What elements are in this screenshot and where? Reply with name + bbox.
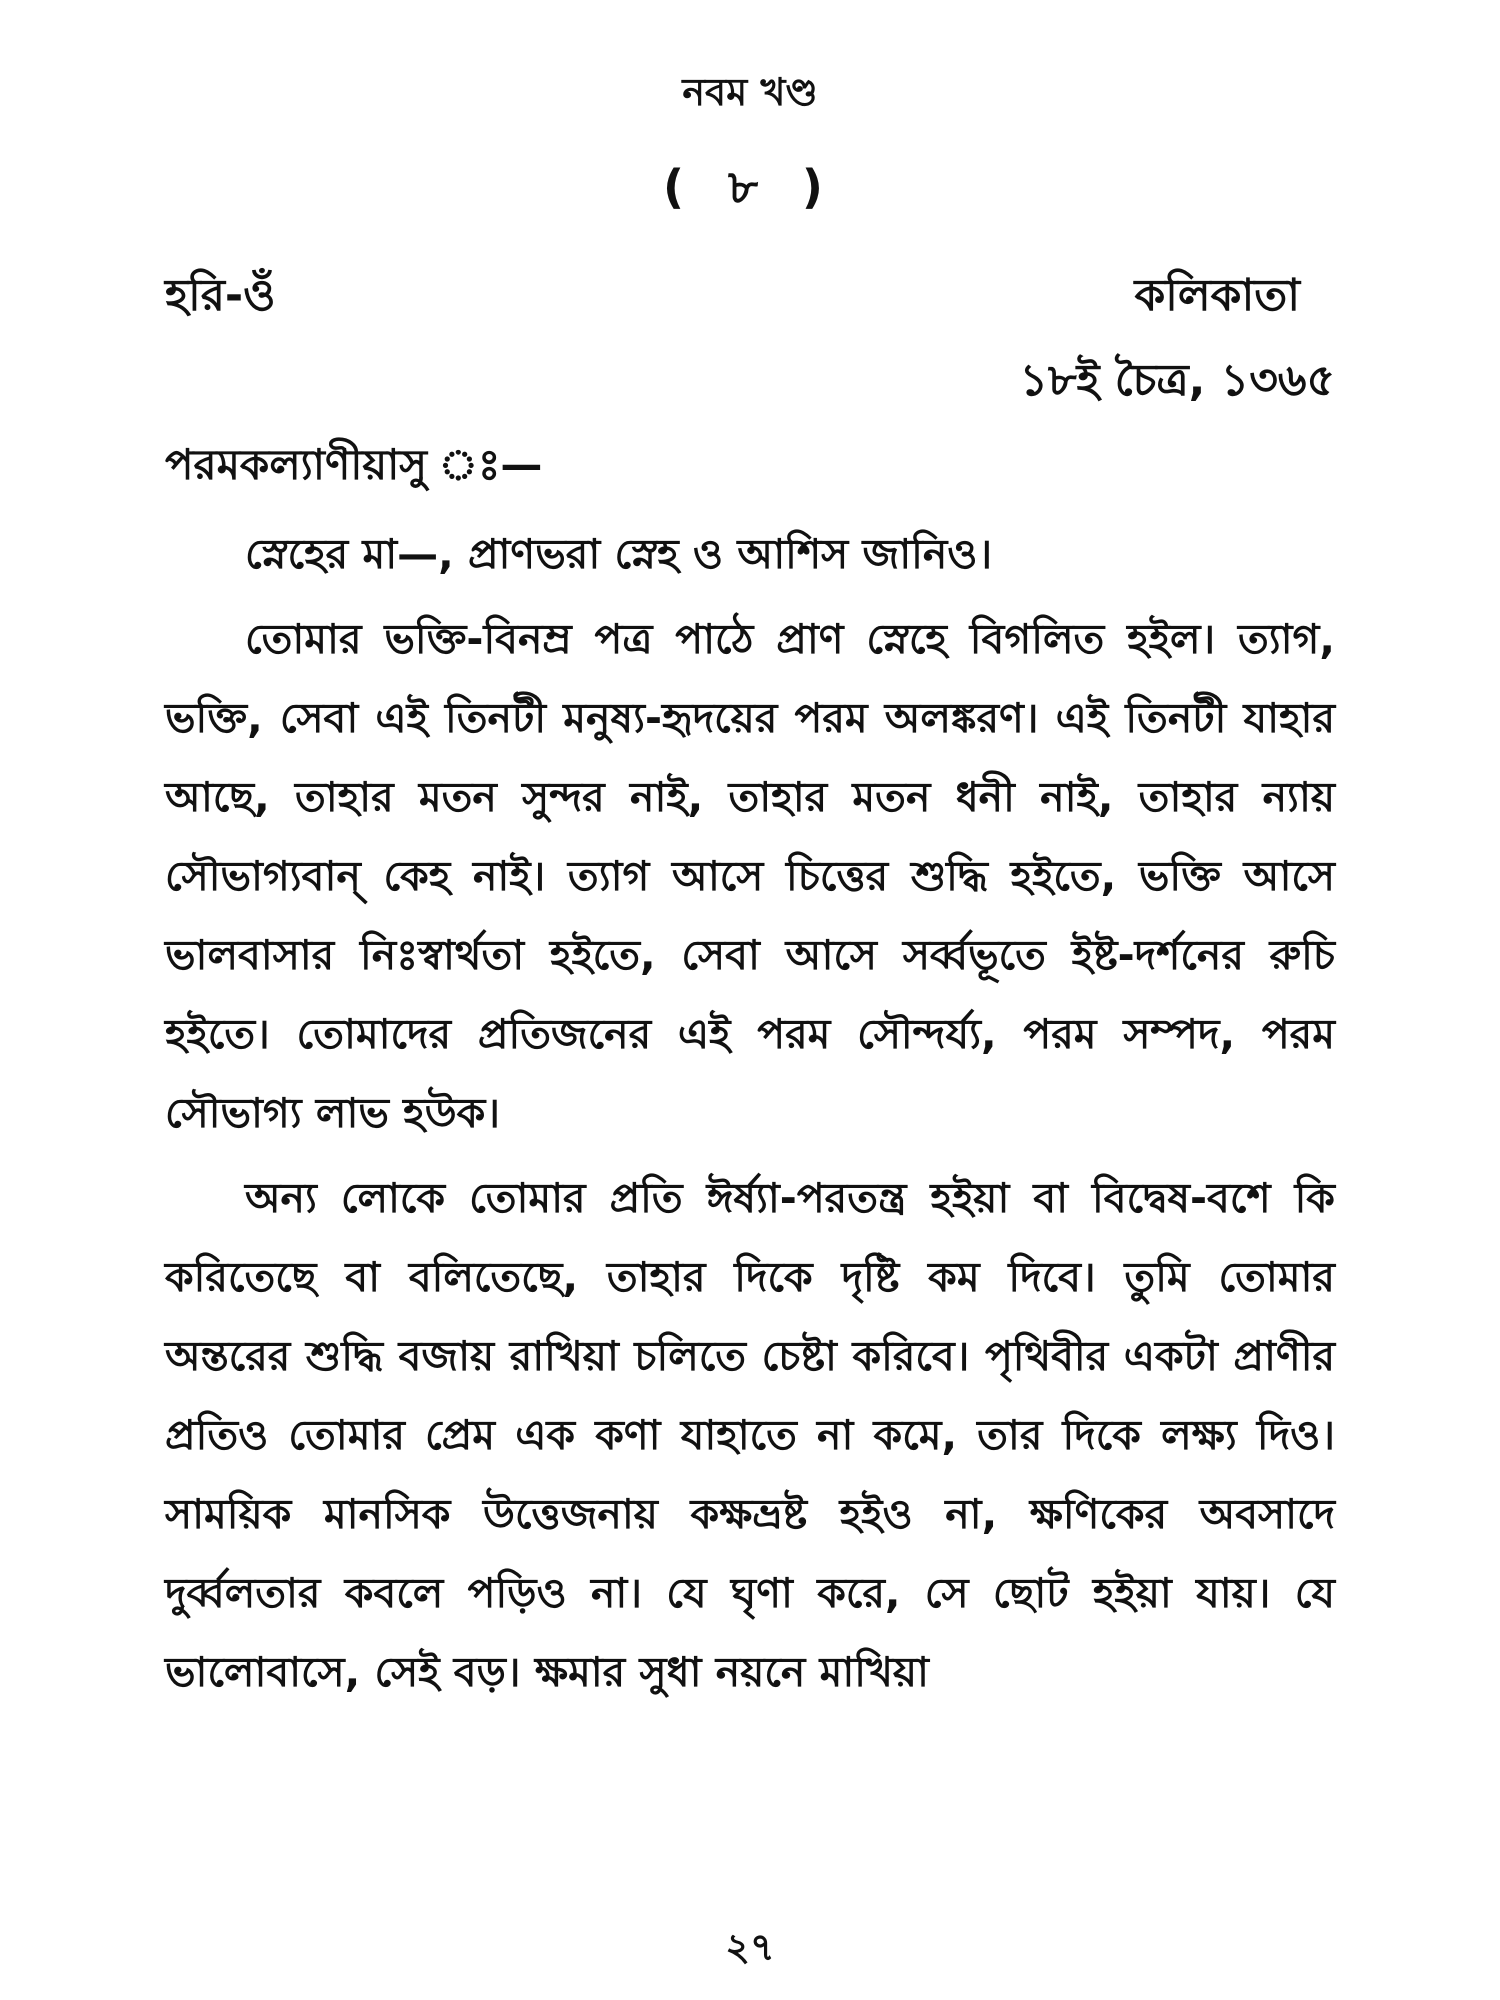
volume-heading: নবম খণ্ড xyxy=(682,70,818,114)
letter-date: ১৮ই চৈত্র, ১৩৬৫ xyxy=(1019,355,1335,406)
addressee: পরমকল্যাণীয়াসু ঃ— xyxy=(165,440,543,489)
invocation: হরি-ওঁ xyxy=(165,270,276,321)
letter-number: ( ৮ ) xyxy=(663,160,837,214)
paragraph-advice: অন্য লোকে তোমার প্রতি ঈর্ষ্যা-পরতন্ত্র হইয়া বা বিদ্বেষ-বশে কি করিতেছে বা বলিতেছে, তাহার দিকে দৃষ্টি কম দিবে। তুমি তোমার অন্তরের শুদ্ধি বজায় রাখিয়া চলিতে চেষ্টা করিবে। পৃথিবীর একটা প্রাণীর প্রতিও তোমার প্রেম এক কণা যাহাতে না কমে, তার দিকে লক্ষ্য দিও। সাময়িক মানসিক উত্তেজনায় কক্ষভ্রষ্ট হইও না, ক্ষণিকের অবসাদে দুর্ব্বলতার কবলে পড়িও না। যে ঘৃণা করে, সে ছোট হইয়া যায়। যে ভালোবাসে, সেই বড়। ক্ষমার সুধা নয়নে মাখিয়া xyxy=(165,1174,1335,1696)
letter-body xyxy=(165,515,1335,1712)
letter-place: কলিকাতা xyxy=(1134,270,1300,321)
paragraph-virtues: তোমার ভক্তি-বিনম্র পত্র পাঠে প্রাণ স্নেহে বিগলিত হইল। ত্যাগ, ভক্তি, সেবা এই তিনটী মনুষ্য-হৃদয়ের পরম অলঙ্করণ। এই তিনটী যাহার আছে, তাহার মতন সুন্দর নাই, তাহার মতন ধনী নাই, তাহার ন্যায় সৌভাগ্যবান্ কেহ নাই। ত্যাগ আসে চিত্তের শুদ্ধি হইতে, ভক্তি আসে ভালবাসার নিঃস্বার্থতা হইতে, সেবা আসে সর্ব্বভূতে ইষ্ট-দর্শনের রুচি হইতে। তোমাদের প্রতিজনের এই পরম সৌন্দর্য্য, পরম সম্পদ, পরম সৌভাগ্য লাভ হউক। xyxy=(165,615,1335,1137)
paragraph-greeting: স্নেহের মা—, প্রাণভরা স্নেহ ও আশিস জানিও। xyxy=(245,530,993,578)
page-number: ২৭ xyxy=(725,1925,775,1969)
